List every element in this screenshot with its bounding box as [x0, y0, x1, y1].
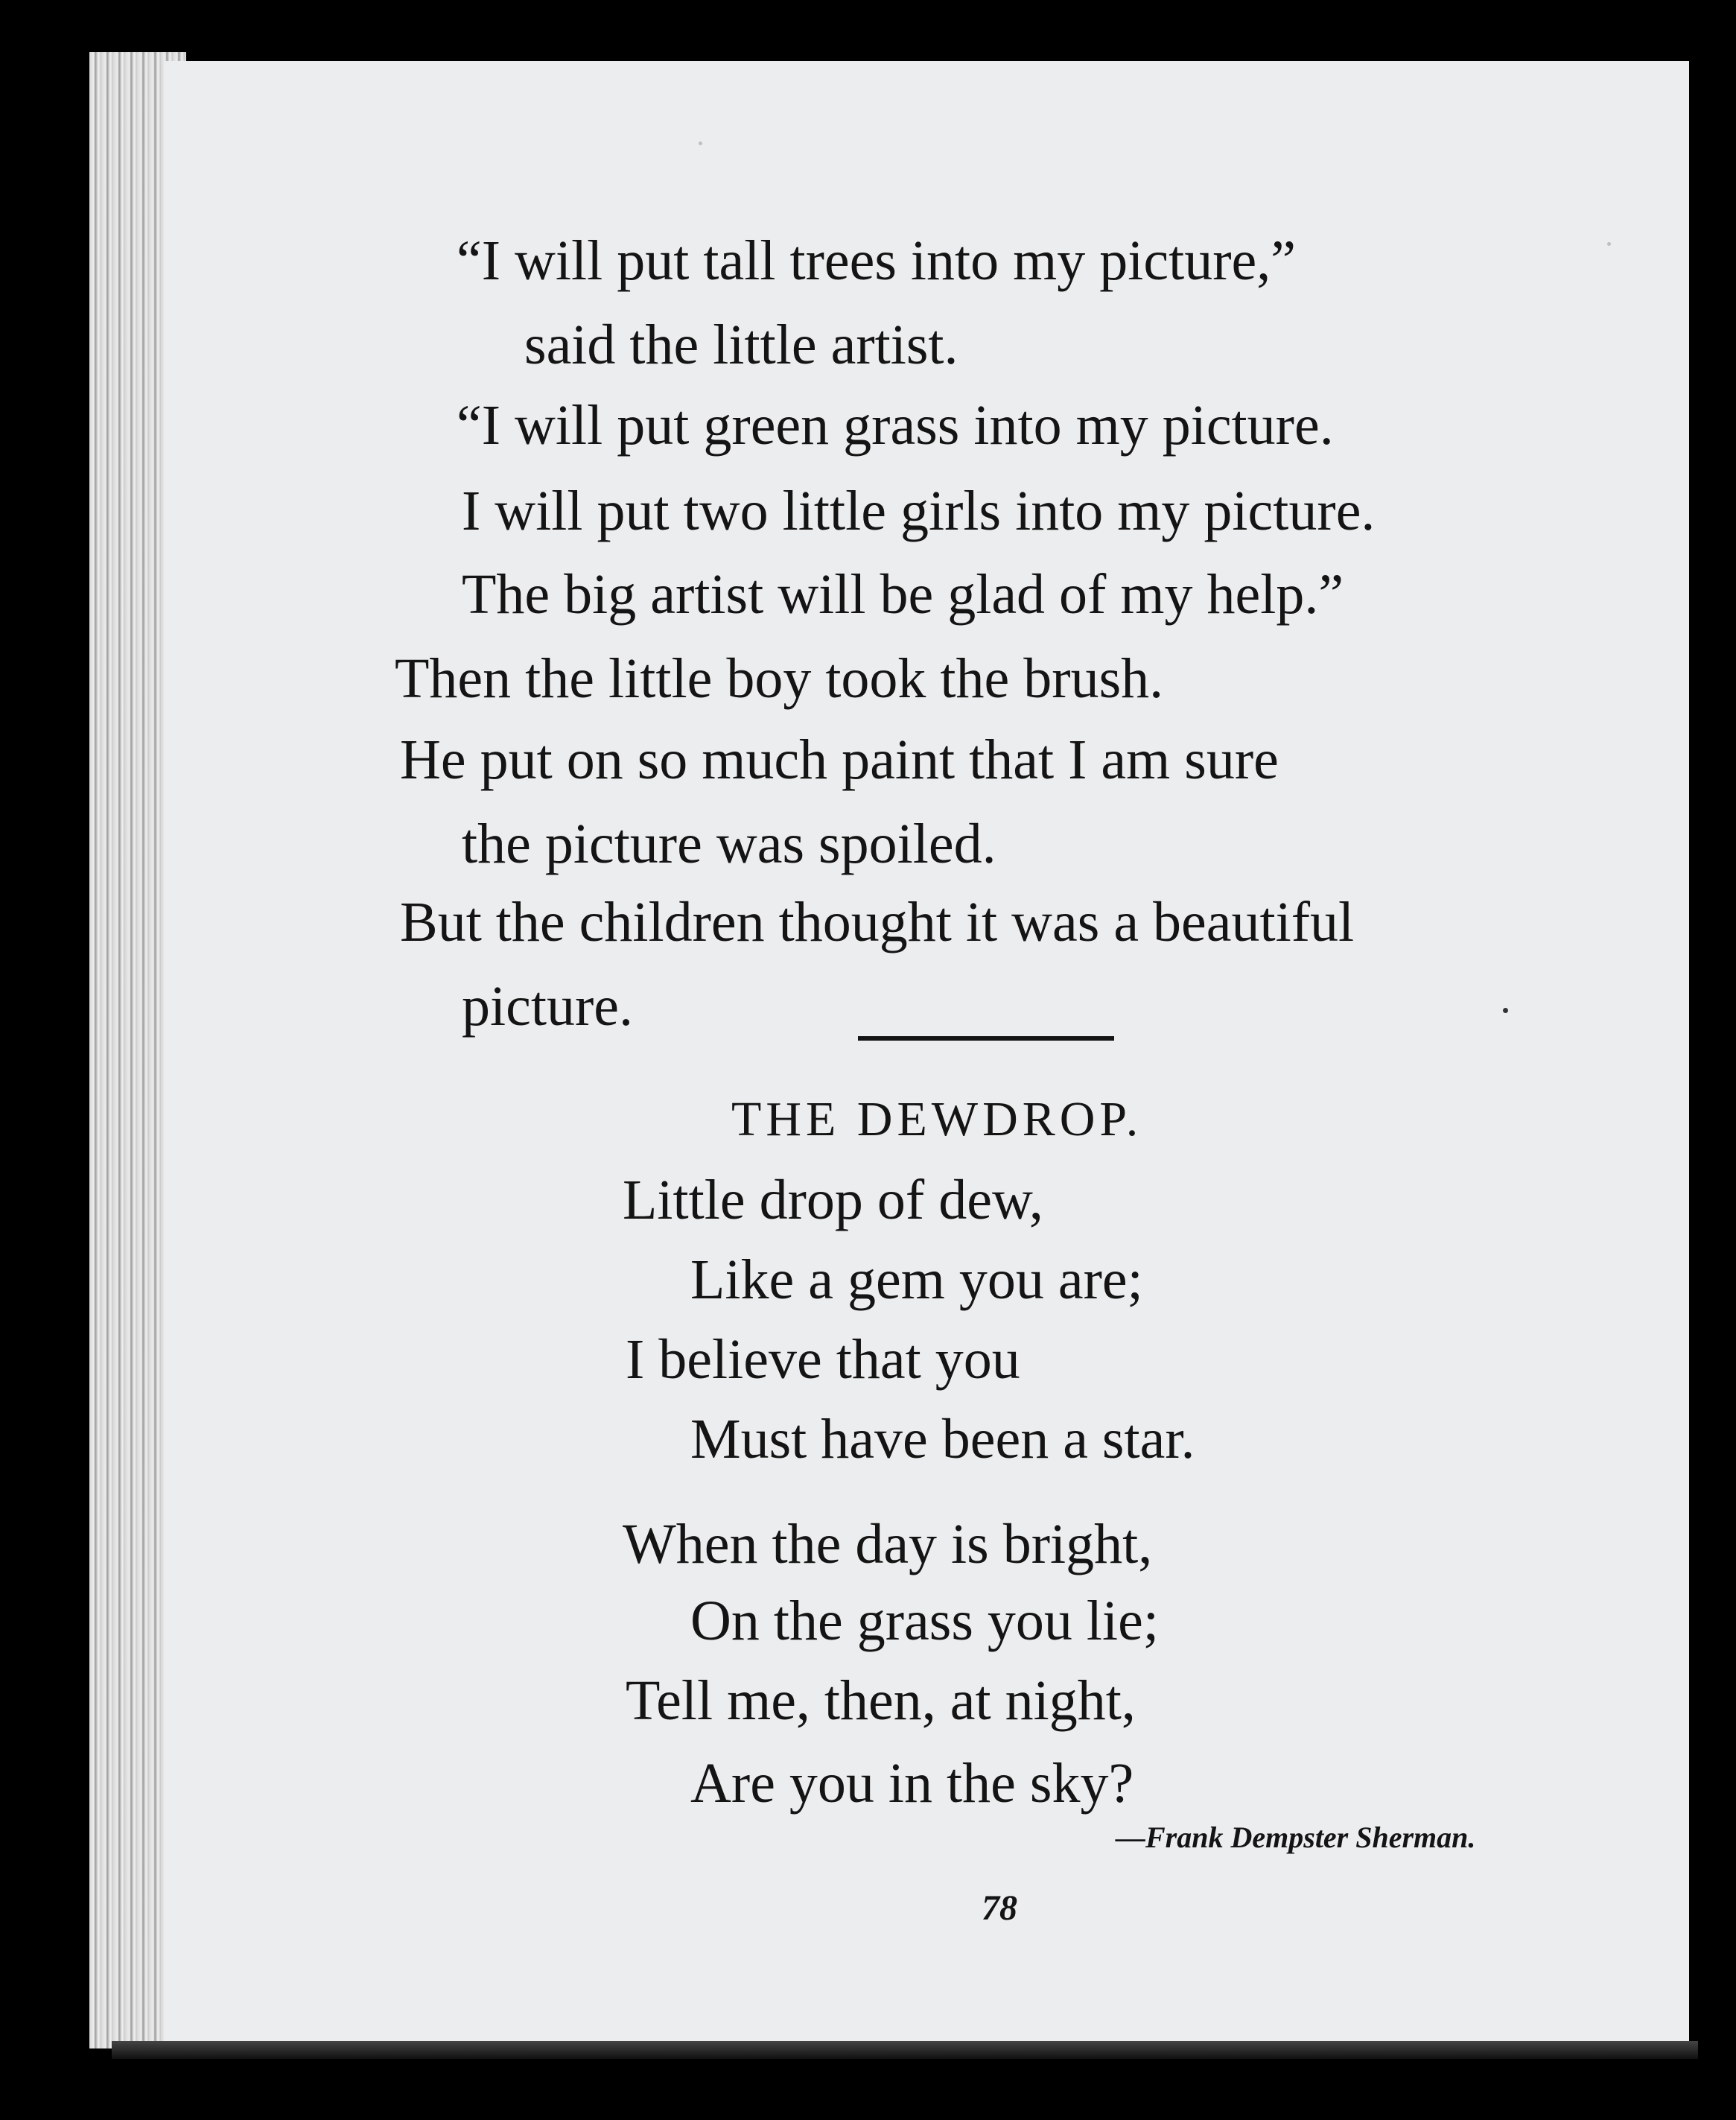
poem-line: When the day is bright,	[623, 1513, 1153, 1575]
story-line: picture.	[462, 975, 634, 1038]
scan-speck	[1607, 242, 1611, 246]
section-divider	[858, 1036, 1114, 1041]
poem-line: Like a gem you are;	[690, 1248, 1143, 1311]
story-line: “I will put tall trees into my picture,”	[457, 229, 1297, 292]
poem-attribution: —Frank Dempster Sherman.	[1116, 1821, 1476, 1854]
story-line: The big artist will be glad of my help.”	[462, 563, 1344, 626]
story-line: But the children thought it was a beautiful	[400, 891, 1355, 953]
poem-line: Must have been a star.	[690, 1408, 1195, 1470]
story-line: I will put two little girls into my picture.	[462, 480, 1376, 542]
story-line: Then the little boy took the brush.	[395, 647, 1164, 710]
poem-line: I believe that you	[626, 1328, 1020, 1391]
scan-speck	[699, 142, 702, 145]
story-line: “I will put green grass into my picture.	[457, 394, 1334, 457]
scan-speck	[1503, 1008, 1508, 1013]
poem-title: THE DEWDROP.	[731, 1092, 1143, 1146]
story-line: He put on so much paint that I am sure	[400, 729, 1279, 791]
page-number: 78	[982, 1888, 1017, 1928]
poem-line: Tell me, then, at night,	[626, 1669, 1136, 1732]
story-line: the picture was spoiled.	[462, 813, 996, 875]
story-line: said the little artist.	[524, 314, 958, 376]
poem-line: Are you in the sky?	[690, 1752, 1134, 1815]
poem-line: On the grass you lie;	[690, 1590, 1160, 1652]
poem-line: Little drop of dew,	[623, 1169, 1043, 1231]
page-bottom-shadow	[112, 2041, 1698, 2059]
